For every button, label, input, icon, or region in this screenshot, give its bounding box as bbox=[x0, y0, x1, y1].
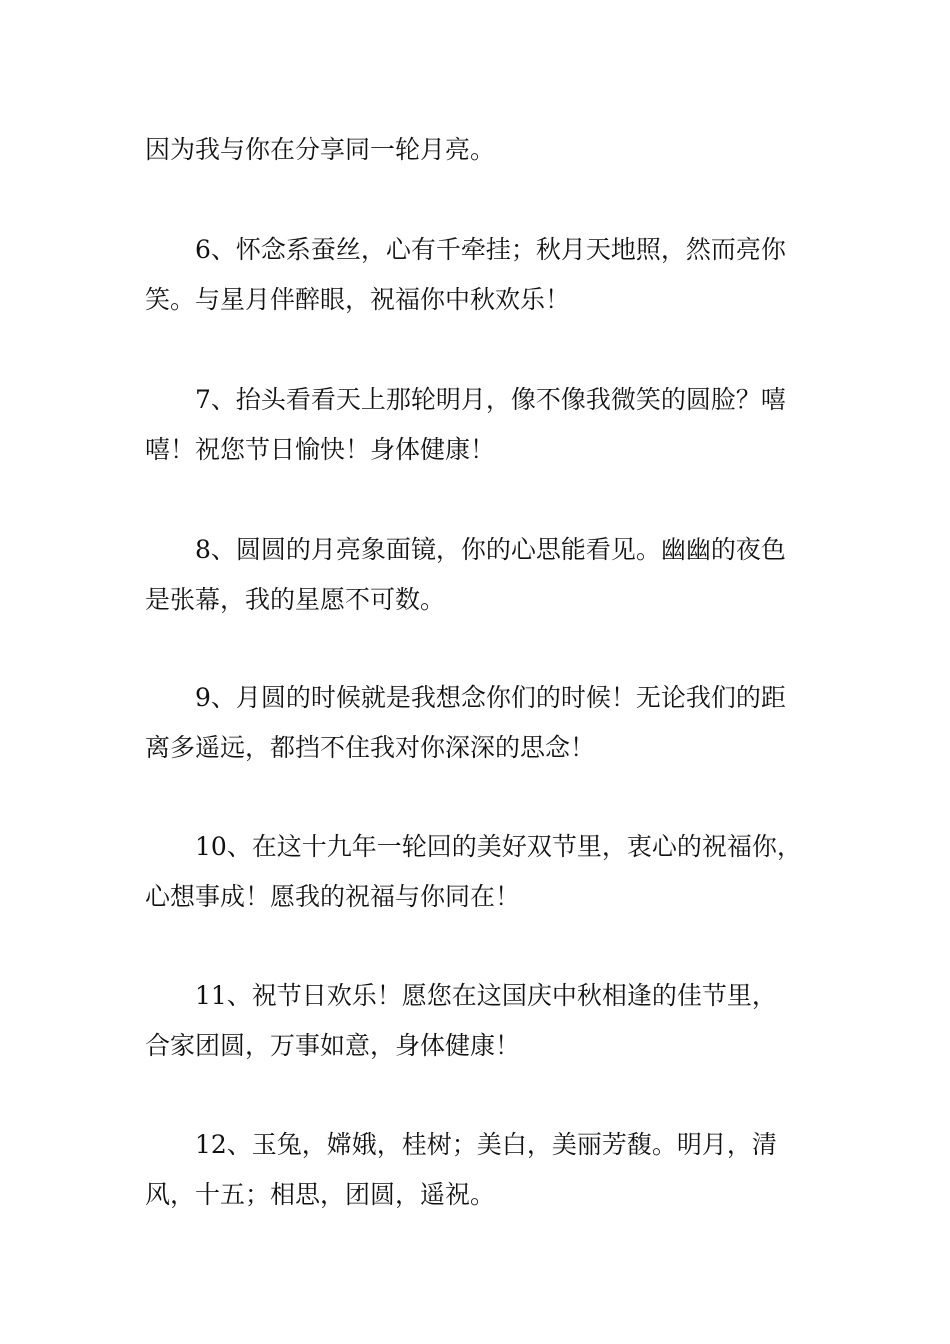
paragraph-7 bbox=[145, 375, 810, 475]
text-line: 合家团圆，万事如意，身体健康！ bbox=[145, 1031, 521, 1060]
text-line: 11、祝节日欢乐！愿您在这国庆中秋相逢的佳节里， bbox=[195, 981, 777, 1010]
text-line: 笑。与星月伴醉眼，祝福你中秋欢乐！ bbox=[145, 285, 571, 314]
text-line: 10、在这十九年一轮回的美好双节里，衷心的祝福你， bbox=[195, 832, 802, 861]
text-line: 9、月圆的时候就是我想念你们的时候！无论我们的距 bbox=[195, 683, 786, 712]
paragraph-10 bbox=[145, 822, 810, 922]
text-line: 12、玉兔，嫦娥，桂树；美白，美丽芳馥。明月，清 bbox=[195, 1130, 777, 1159]
paragraph-12 bbox=[145, 1120, 810, 1220]
text-line: 心想事成！愿我的祝福与你同在！ bbox=[145, 882, 521, 911]
text-line: 因为我与你在分享同一轮月亮。 bbox=[145, 135, 496, 164]
text-line: 8、圆圆的月亮象面镜，你的心思能看见。幽幽的夜色 bbox=[195, 535, 786, 564]
text-line: 嘻！祝您节日愉快！身体健康！ bbox=[145, 435, 496, 464]
text-line: 是张幕，我的星愿不可数。 bbox=[145, 585, 446, 614]
paragraph-6 bbox=[145, 225, 810, 325]
text-line: 6、怀念系蚕丝，心有千牵挂；秋月天地照，然而亮你 bbox=[195, 235, 786, 264]
text-line: 风，十五；相思，团圆，遥祝。 bbox=[145, 1180, 496, 1209]
paragraph-9 bbox=[145, 673, 810, 773]
paragraph-11 bbox=[145, 971, 810, 1071]
text-line: 7、抬头看看天上那轮明月，像不像我微笑的圆脸？嘻 bbox=[195, 385, 786, 414]
text-line: 离多遥远，都挡不住我对你深深的思念！ bbox=[145, 733, 596, 762]
paragraph-8 bbox=[145, 525, 810, 625]
paragraph-5-tail bbox=[145, 125, 810, 175]
